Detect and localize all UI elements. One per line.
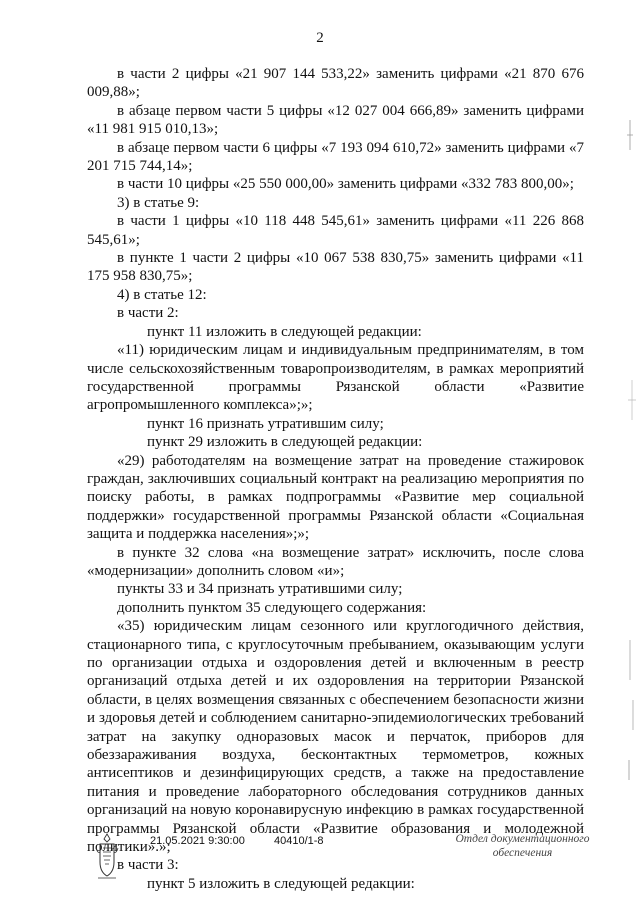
- paragraph: в абзаце первом части 5 цифры «12 027 004 666,89» заменить цифрами «11 981 915 010,13»;: [87, 102, 584, 138]
- paragraph: «35) юридическим лицам сезонного или круглогодичного действия, стационарного типа, с круглосуточным пребыванием, оказывающим услуги по организации отдыха и оздоровления детей и включенным в реестр организаций отдыха детей и их оздоровления на территории Рязанской области, в целях возмещения связанных с обеспечением безопасности жизни и здоровья детей и соблюдением санитарно-эпидемиологических требований затрат на закупку одноразовых масок и перчаток, приборов для обеззараживания воздуха, бесконтактных термометров, кожных антисептиков и дезинфицирующих средств, а также на предоставление питания и проведение лабораторного обследования сотрудников данных организаций на новую коронавирусную инфекцию в рамках государственной программы Рязанской области «Развитие образования и молодежной политики».»;: [87, 618, 584, 856]
- paragraph: 4) в статье 12:: [117, 286, 207, 303]
- paragraph: «11) юридическим лицам и индивидуальным предпринимателям, в том числе сельскохозяйственным товаропроизводителям, в рамках мероприятий государственной программы Рязанской области «Развитие агропромышленного комплекса»;»;: [87, 342, 584, 414]
- paragraph: 3) в статье 9:: [117, 194, 200, 211]
- paragraph: в пункте 32 слова «на возмещение затрат» исключить, после слова «модернизации» дополнить словом «и»;: [87, 544, 584, 579]
- paragraph: дополнить пунктом 35 следующего содержания:: [117, 599, 427, 616]
- paragraph: пункт 5 изложить в следующей редакции:: [147, 875, 415, 892]
- footer-department: [440, 832, 605, 860]
- footer-department-line1: Отдел документационного: [455, 833, 590, 845]
- footer-department-line2: обеспечения: [492, 847, 553, 859]
- paragraph: в части 10 цифры «25 550 000,00» заменить цифрами «332 783 800,00»;: [117, 176, 574, 193]
- paragraph: «29) работодателям на возмещение затрат на проведение стажировок граждан, заключивших социальный контракт на реализацию мероприятия по поиску работы, в рамках подпрограммы «Развитие мер социальной поддержки» государственной программы Рязанской области «Социальная защита и поддержка населения»;»;: [87, 452, 584, 543]
- document-body: [87, 65, 584, 893]
- paragraph: в части 1 цифры «10 118 448 545,61» заменить цифрами «11 226 868 545,61»;: [87, 213, 584, 248]
- paragraph: пункт 11 изложить в следующей редакции:: [147, 323, 422, 340]
- scan-edge-marks: [618, 80, 640, 840]
- paragraph: пункты 33 и 34 признать утратившими силу;: [117, 581, 403, 598]
- paragraph: пункт 16 признать утратившим силу;: [147, 415, 384, 432]
- page-number: 2: [316, 30, 324, 46]
- paragraph: в пункте 1 части 2 цифры «10 067 538 830,75» заменить цифрами «11 175 958 830,75»;: [87, 250, 584, 285]
- paragraph: в части 3:: [117, 857, 179, 874]
- document-footer: [0, 830, 640, 905]
- footer-date: 21.05.2021 9:30:00: [150, 835, 245, 847]
- footer-document-code: 40410/1-8: [274, 835, 324, 847]
- paragraph: пункт 29 изложить в следующей редакции:: [147, 434, 423, 451]
- paragraph: в абзаце первом части 6 цифры «7 193 094 610,72» заменить цифрами «7 201 715 744,14»;: [87, 139, 584, 175]
- coat-of-arms-icon: [94, 832, 120, 882]
- paragraph: в части 2:: [117, 305, 179, 322]
- paragraph: в части 2 цифры «21 907 144 533,22» заменить цифрами «21 870 676 009,88»;: [87, 66, 584, 101]
